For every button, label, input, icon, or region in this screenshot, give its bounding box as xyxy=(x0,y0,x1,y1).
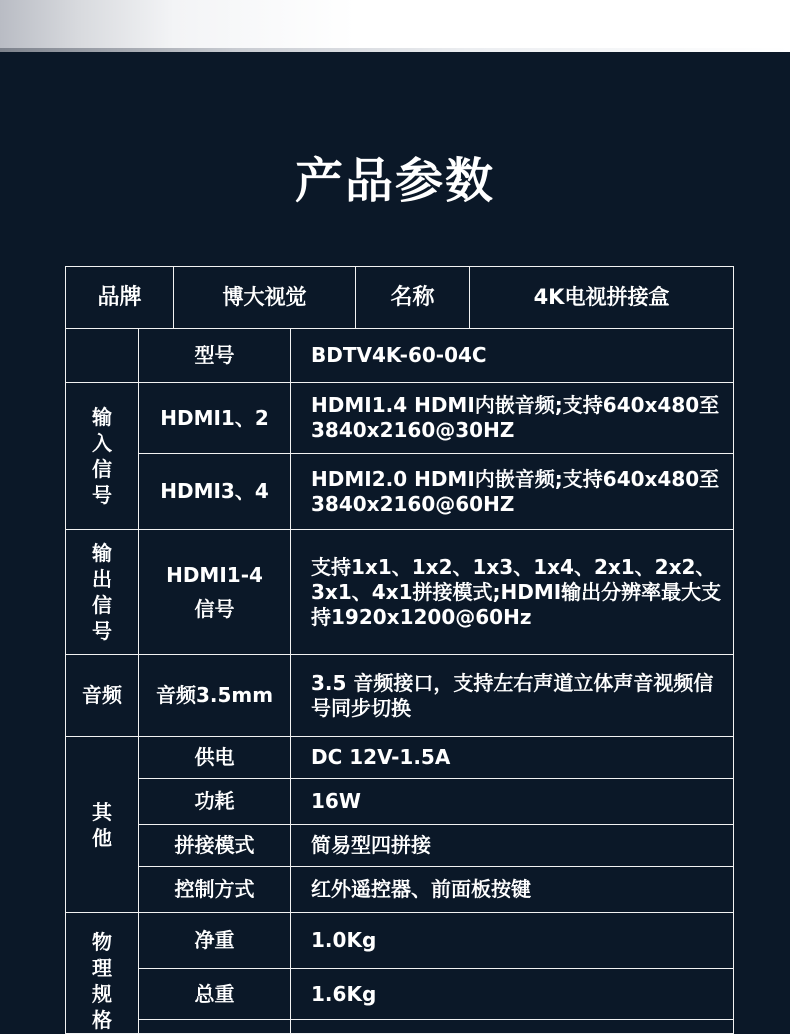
input-value-1: HDMI1.4 HDMI内嵌音频;支持640x480至3840x2160@30HZ xyxy=(291,383,734,454)
top-banner-edge xyxy=(0,48,790,52)
cut-off-row xyxy=(66,1020,734,1034)
brand-name-row xyxy=(66,267,734,329)
input-category xyxy=(66,383,139,530)
control-row xyxy=(66,867,734,913)
name-value: 4K电视拼接盒 xyxy=(470,267,734,329)
physical-category-text: 物理规格 xyxy=(92,930,112,1032)
power-value: DC 12V-1.5A xyxy=(291,737,734,779)
control-label: 控制方式 xyxy=(139,867,291,913)
other-category xyxy=(66,737,139,913)
input-category-text: 输入信号 xyxy=(92,405,112,507)
name-label: 名称 xyxy=(356,267,470,329)
splice-mode-row xyxy=(66,825,734,867)
output-value: 支持1x1、1x2、1x3、1x4、2x1、2x2、3x1、4x1拼接模式;HDMI输出分辨率最大支持1920x1200@60Hz xyxy=(291,530,734,655)
model-category-cell xyxy=(66,329,139,383)
input-value-2: HDMI2.0 HDMI内嵌音频;支持640x480至3840x2160@60HZ xyxy=(291,454,734,530)
audio-value: 3.5 音频接口，支持左右声道立体声音视频信号同步切换 xyxy=(291,655,734,737)
top-banner xyxy=(0,0,790,52)
consumption-label: 功耗 xyxy=(139,779,291,825)
splice-mode-label: 拼接模式 xyxy=(139,825,291,867)
page-title: 产品参数 xyxy=(294,153,495,209)
net-weight-row xyxy=(66,913,734,969)
model-label: 型号 xyxy=(139,329,291,383)
spec-table xyxy=(65,266,734,1034)
output-label: HDMI1-4信号 xyxy=(139,530,291,655)
gross-weight-row xyxy=(66,969,734,1020)
input-label-1: HDMI1、2 xyxy=(139,383,291,454)
control-value: 红外遥控器、前面板按键 xyxy=(291,867,734,913)
consumption-value: 16W xyxy=(291,779,734,825)
input-row-1 xyxy=(66,383,734,454)
gross-weight-value: 1.6Kg xyxy=(291,969,734,1020)
net-weight-label: 净重 xyxy=(139,913,291,969)
output-row xyxy=(66,530,734,655)
model-row xyxy=(66,329,734,383)
output-category xyxy=(66,530,139,655)
audio-row xyxy=(66,655,734,737)
power-row xyxy=(66,737,734,779)
gross-weight-label: 总重 xyxy=(139,969,291,1020)
input-row-2 xyxy=(66,454,734,530)
cut-off-value xyxy=(291,1020,734,1034)
model-value: BDTV4K-60-04C xyxy=(291,329,734,383)
audio-category: 音频 xyxy=(66,655,139,737)
input-label-2: HDMI3、4 xyxy=(139,454,291,530)
audio-label: 音频3.5mm xyxy=(139,655,291,737)
net-weight-value: 1.0Kg xyxy=(291,913,734,969)
power-label: 供电 xyxy=(139,737,291,779)
splice-mode-value: 简易型四拼接 xyxy=(291,825,734,867)
brand-label: 品牌 xyxy=(66,267,174,329)
other-category-text: 其他 xyxy=(92,799,112,850)
cut-off-label xyxy=(139,1020,291,1034)
physical-category xyxy=(66,913,139,1034)
output-category-text: 输出信号 xyxy=(92,541,112,643)
brand-value: 博大视觉 xyxy=(174,267,356,329)
consumption-row xyxy=(66,779,734,825)
